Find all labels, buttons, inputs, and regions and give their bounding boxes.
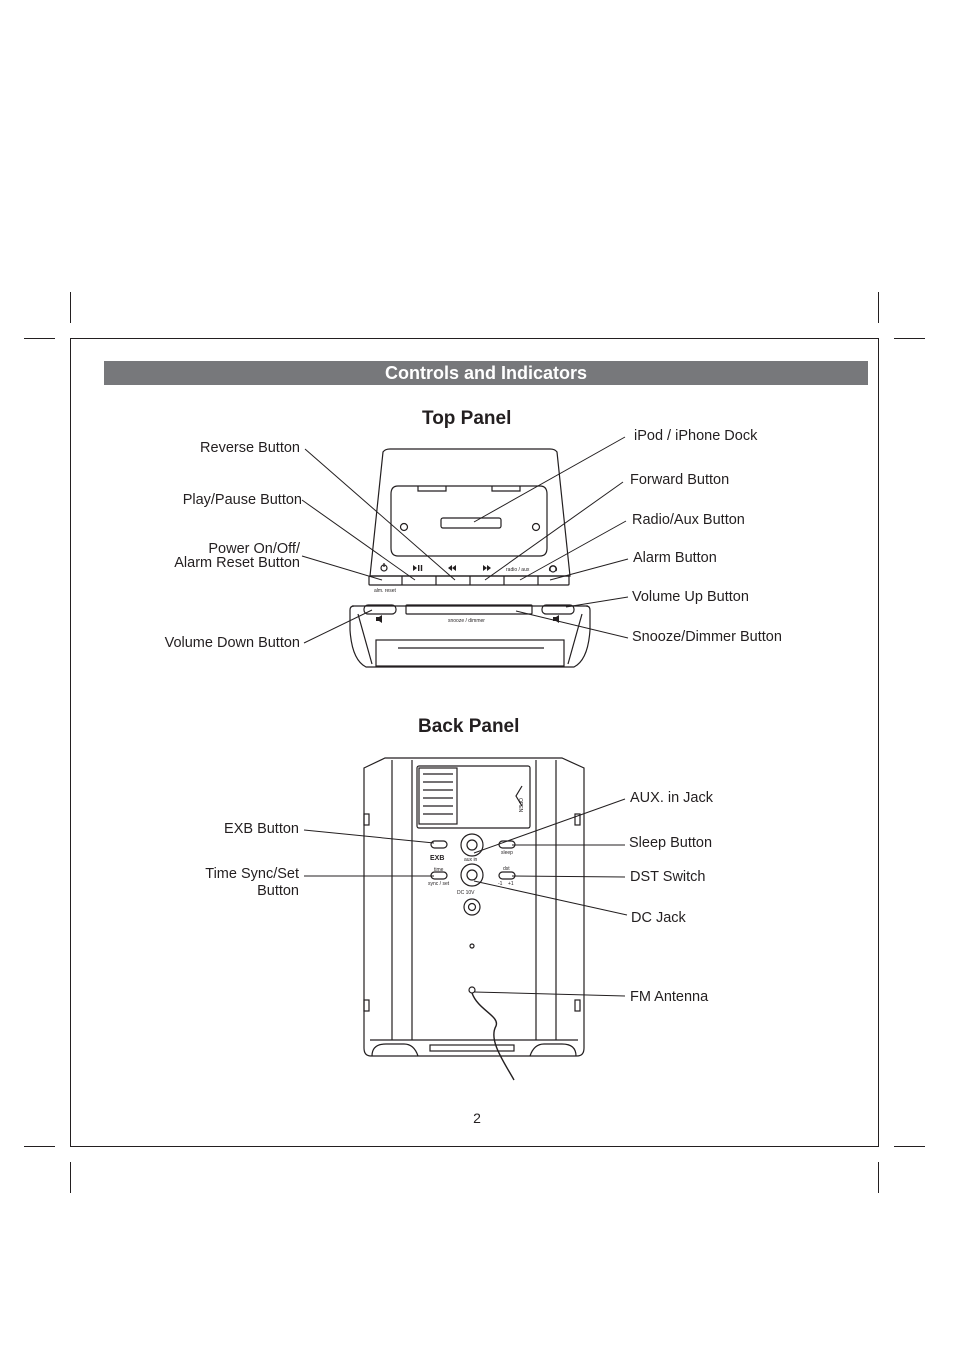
device-text-sync: sync / set [428, 881, 450, 887]
device-text-alm-reset: alm. reset [374, 588, 396, 594]
label-volume-down-button: Volume Down Button [164, 635, 300, 651]
label-snooze-dimmer-button: Snooze/Dimmer Button [632, 629, 782, 645]
label-alarm-button: Alarm Button [633, 550, 717, 566]
pause-bar-1 [418, 565, 419, 571]
forward-icon-a [483, 565, 487, 571]
section-banner: Controls and Indicators [104, 361, 868, 385]
device-text-exb: EXB [430, 855, 445, 862]
device-text-aux-in: aux in [464, 857, 478, 863]
device-text-minus1: -1 [498, 881, 503, 887]
device-text-snooze: snooze / dimmer [448, 618, 485, 624]
device-text-sleep: sleep [501, 850, 513, 856]
label-dc-jack: DC Jack [631, 910, 686, 926]
play-icon [413, 565, 417, 571]
label-volume-up-button: Volume Up Button [632, 589, 749, 605]
pause-bar-2 [421, 565, 422, 571]
rewind-icon-b [452, 565, 456, 571]
device-text-plus1: +1 [508, 881, 514, 887]
label-exb-button: EXB Button [224, 821, 299, 837]
label-reverse-button: Reverse Button [200, 440, 300, 456]
rewind-icon-a [448, 565, 452, 571]
device-text-time: time [434, 867, 444, 873]
device-text-dst: dst [503, 866, 510, 872]
label-play-pause-button: Play/Pause Button [182, 492, 302, 508]
label-aux-in-jack: AUX. in Jack [630, 790, 713, 806]
label-power-line1: Power On/Off/ [208, 541, 300, 557]
label-power-line2: Alarm Reset Button [174, 555, 300, 571]
back-panel-device [364, 758, 584, 1080]
device-text-radio-aux: radio / aux [506, 567, 530, 573]
label-time-sync-line2: Button [257, 883, 299, 899]
label-fm-antenna: FM Antenna [630, 989, 709, 1005]
label-radio-aux-button: Radio/Aux Button [632, 512, 745, 528]
label-dst-switch: DST Switch [630, 869, 706, 885]
volume-up-icon [553, 615, 559, 623]
forward-icon-b [487, 565, 491, 571]
device-text-open: OPEN [517, 798, 523, 813]
back-panel-heading: Back Panel [418, 716, 520, 737]
label-ipod-dock: iPod / iPhone Dock [634, 428, 758, 444]
label-sleep-button: Sleep Button [629, 835, 713, 851]
device-text-dc: DC 10V [457, 890, 475, 896]
page-number: 2 [473, 1110, 481, 1126]
label-time-sync-line1: Time Sync/Set [205, 866, 299, 882]
label-forward-button: Forward Button [630, 472, 730, 488]
top-panel-device [350, 449, 590, 667]
top-panel-heading: Top Panel [422, 408, 512, 429]
volume-down-icon [376, 615, 382, 623]
